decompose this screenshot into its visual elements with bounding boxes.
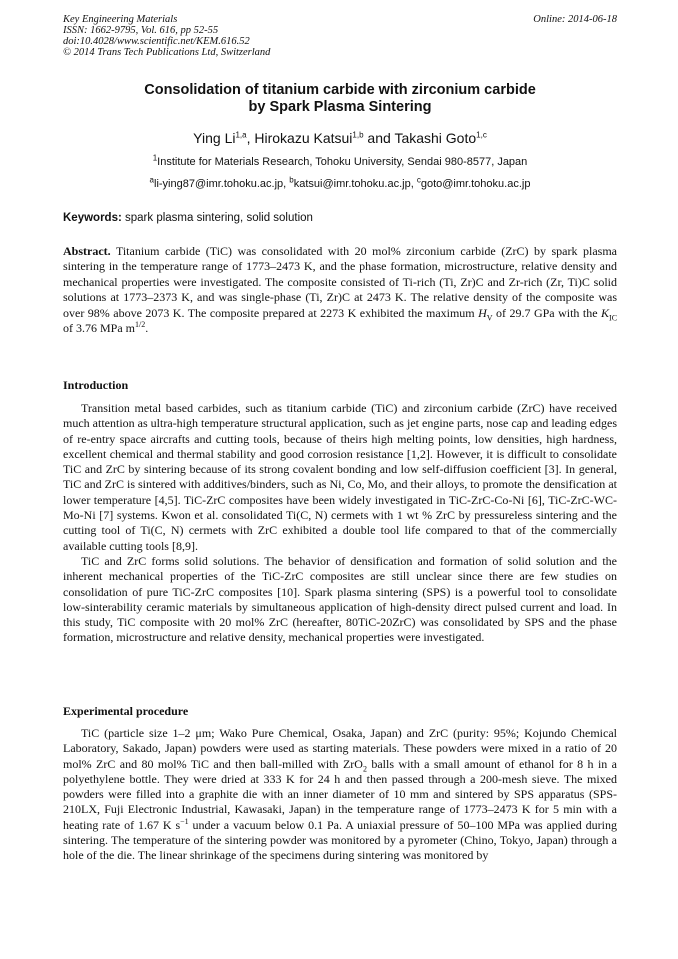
paper-title xyxy=(60,82,620,116)
affiliation-sup: 1 xyxy=(152,153,158,163)
title-line-1: Consolidation of titanium carbide with zirconium carbide xyxy=(144,82,536,98)
email-link[interactable]: li-ying87@imr.tohoku.ac.jp xyxy=(154,178,284,190)
experimental-body xyxy=(63,726,617,864)
author-sup: 1,c xyxy=(476,130,487,140)
email-link[interactable]: goto@imr.tohoku.ac.jp xyxy=(420,178,531,190)
author-name: Takashi Goto xyxy=(394,130,477,146)
keywords xyxy=(63,212,617,224)
email-list: $^a$li-ying87@imr.tohoku.ac.jp, $^b$katsui@imr.tohoku.ac.jp, $^c$goto@imr.tohoku.ac.jp xyxy=(149,175,531,190)
keywords-label: Keywords: xyxy=(63,212,122,224)
title-line-2: by Spark Plasma Sintering xyxy=(248,99,432,115)
copyright: © 2014 Trans Tech Publications Ltd, Switzerland xyxy=(63,47,271,58)
publication-header xyxy=(63,14,617,58)
author-name: Ying Li xyxy=(193,130,236,146)
paragraph: TiC and ZrC forms solid solutions. The behavior of densification and formation of solid solution and the inherent mechanical properties of the TiC-ZrC composites are still unclear since there are few studies on consolidation of pure TiC-ZrC composites [10]. Spark plasma sintering (SPS) is a powerful tool to consolidate low-sinterability ceramic materials by simultaneous application of high-density direct pulsed current and load. In this study, TiC composite with 20 mol% ZrC (hereafter, 80TiC-20ZrC) was consolidated by SPS and the phase formation, microstructure and relative density, mechanical properties were investigated. xyxy=(63,553,617,645)
author-sup: 1,a xyxy=(235,130,247,140)
affiliation-text: Institute for Materials Research, Tohoku University, Sendai 980-8577, Japan xyxy=(157,156,528,168)
paragraph: Transition metal based carbides, such as titanium carbide (TiC) and zirconium carbide (ZrC) have received much attention as ultra-high temperature structural application, such as jet engine parts, nose cap and leading edges of re-entry space aircrafts and cutting tools, because of theirs high melting points, low densities, high hardness, excellent chemical and thermal stability and good corrosion resistance [1,2]. However, it is difficult to consolidate TiC and ZrC by sintering because of its strong covalent bonding and low self-diffusion coefficient [3]. In general, TiC and ZrC is sintered with additives/binders, such as Ni, Co, Mo, and their alloys, to promote the densification at lower temperature [4,5]. TiC-ZrC composites have been widely investigated in TiC-ZrC-Co-Ni [6], TiC-ZrC-WC-Mo-Ni [7] systems. Kwon et al. consolidated Ti(C, N) cermets with 1 wt % ZrC by pressureless sintering and the cutting tool of Ti(C, N) cermets with ZrC exhibited a double tool life compared to that of the commercially available cutting tools [8,9]. xyxy=(63,401,617,553)
author-sup: 1,b xyxy=(352,130,364,140)
online-date: Online: 2014-06-18 xyxy=(533,14,617,25)
abstract: Abstract. Titanium carbide (TiC) was consolidated with 20 mol% zirconium carbide (ZrC) by spark plasma sintering in the temperature range of 1773–2473 K, and the phase formation, microstructure, relative density and mechanical properties were investigated. The composite consisted of Ti-rich (Ti, Zr)C and Zr-rich (Zr, Ti)C solid solutions at 1773–2373 K, and was single-phase (Ti, Zr)C at 2473 K. The relative density of the composite was over 98% above 2073 K. The composite prepared at 2273 K exhibited the maximum $H_V$ of 29.7 GPa with the $K_{IC}$ of 3.76 MPa $m^{1/2}$. xyxy=(63,244,618,336)
issn: ISSN: 1662-9795, Vol. 616, pp 52-55 xyxy=(63,25,219,36)
email-link[interactable]: katsui@imr.tohoku.ac.jp xyxy=(293,178,411,190)
introduction-body xyxy=(63,401,617,646)
paragraph: TiC (particle size 1–2 μm; Wako Pure Chemical, Osaka, Japan) and ZrC (purity: 95%; Kojundo Chemical Laboratory, Sakado, Japan) powders were used as starting materials. These powders were mixed in a ratio of 20 mol% ZrC and 80 mol% TiC and then ball-milled with ZrO$_2$ balls with a small amount of ethanol for 8 h in a polyethylene bottle. They were dried at 333 K for 24 h and then passed through a 200-mesh sieve. The mixed powders were filled into a graphite die with an inner diameter of 10 mm and sintered by SPS apparatus (SPS-210LX, Fuji Electronic Industrial, Kawasaki, Japan) in the temperature range of 1773–2473 K for 5 min with a heating rate of 1.67 K $s^{-1}$ under a vacuum below 0.1 Pa. A uniaxial pressure of 50–100 MPa was applied during sintering. The temperature of the sintering powder was monitored by a pyrometer (Chino, Tokyo, Japan) through a hole of the die. The linear shrinkage of the specimens during sintering was monitored by xyxy=(63,726,618,863)
author-list: Ying Li$^{1,a}$, Hirokazu Katsui$^{1,b}$ and Takashi Goto$^{1,c}$ xyxy=(193,130,487,146)
author-name: Hirokazu Katsui xyxy=(254,130,353,146)
affiliation xyxy=(60,153,620,168)
section-heading-experimental: Experimental procedure xyxy=(63,704,189,718)
section-heading-introduction: Introduction xyxy=(63,378,129,392)
keywords-text: spark plasma sintering, solid solution xyxy=(125,212,313,224)
doi: doi:10.4028/www.scientific.net/KEM.616.52 xyxy=(63,36,250,47)
abstract-label: Abstract. xyxy=(63,244,111,258)
journal-name: Key Engineering Materials xyxy=(63,14,178,25)
